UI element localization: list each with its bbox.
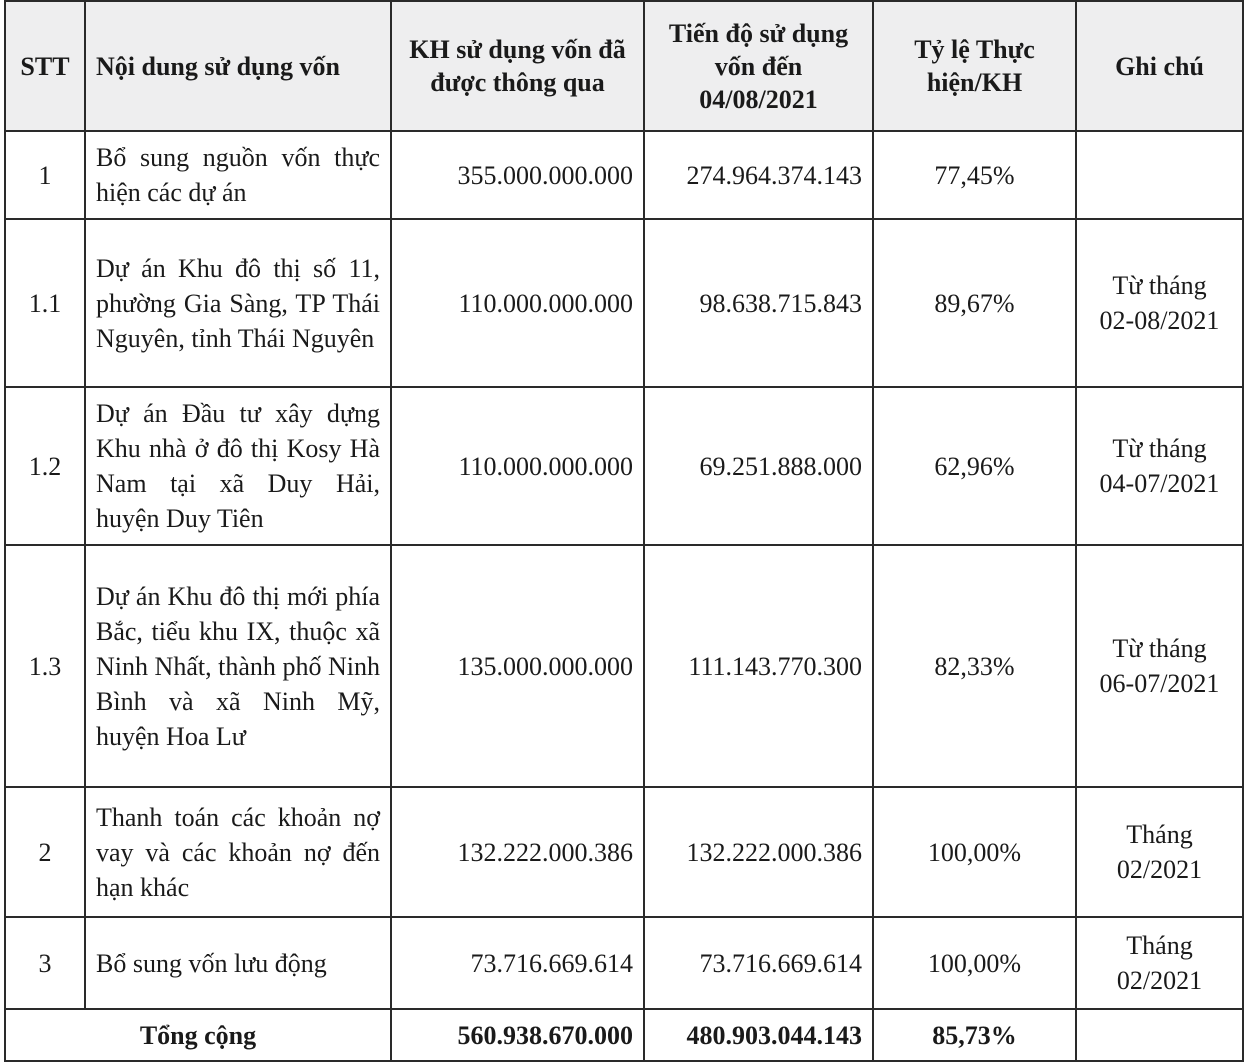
table-row: [5, 219, 1243, 387]
header-plan: KH sử dụng vốn đã được thông qua: [391, 1, 644, 131]
row-stt: 1.2: [5, 387, 85, 545]
header-content: Nội dung sử dụng vốn: [85, 1, 391, 131]
table-row: [5, 545, 1243, 787]
total-progress: 480.903.044.143: [644, 1009, 873, 1061]
total-note: [1076, 1009, 1243, 1061]
row-plan: 73.716.669.614: [391, 917, 644, 1009]
header-stt: STT: [5, 1, 85, 131]
total-row: [5, 1009, 1243, 1061]
total-plan: 560.938.670.000: [391, 1009, 644, 1061]
row-stt: 1: [5, 131, 85, 219]
row-progress: 69.251.888.000: [644, 387, 873, 545]
row-stt: 3: [5, 917, 85, 1009]
row-content: Bổ sung nguồn vốn thực hiện các dự án: [85, 131, 391, 219]
table-row: [5, 387, 1243, 545]
row-rate: 77,45%: [873, 131, 1076, 219]
row-plan: 355.000.000.000: [391, 131, 644, 219]
row-note: Tháng 02/2021: [1076, 917, 1243, 1009]
table-row: [5, 917, 1243, 1009]
total-rate: 85,73%: [873, 1009, 1076, 1061]
row-note: Từ tháng 02-08/2021: [1076, 219, 1243, 387]
header-row: [5, 1, 1243, 131]
row-note: Tháng 02/2021: [1076, 787, 1243, 917]
row-progress: 73.716.669.614: [644, 917, 873, 1009]
row-stt: 1.3: [5, 545, 85, 787]
row-content: Dự án Đầu tư xây dựng Khu nhà ở đô thị Kosy Hà Nam tại xã Duy Hải, huyện Duy Tiên: [85, 387, 391, 545]
table-row: [5, 131, 1243, 219]
row-rate: 100,00%: [873, 787, 1076, 917]
row-note: [1076, 131, 1243, 219]
row-content: Thanh toán các khoản nợ vay và các khoản nợ đến hạn khác: [85, 787, 391, 917]
row-note: Từ tháng 06-07/2021: [1076, 545, 1243, 787]
row-content: Dự án Khu đô thị số 11, phường Gia Sàng, TP Thái Nguyên, tỉnh Thái Nguyên: [85, 219, 391, 387]
row-plan: 132.222.000.386: [391, 787, 644, 917]
row-content: Bổ sung vốn lưu động: [85, 917, 391, 1009]
row-note: Từ tháng 04-07/2021: [1076, 387, 1243, 545]
header-progress: Tiến độ sử dụng vốn đến 04/08/2021: [644, 1, 873, 131]
row-stt: 2: [5, 787, 85, 917]
row-rate: 89,67%: [873, 219, 1076, 387]
header-note: Ghi chú: [1076, 1, 1243, 131]
row-progress: 111.143.770.300: [644, 545, 873, 787]
row-plan: 135.000.000.000: [391, 545, 644, 787]
row-rate: 82,33%: [873, 545, 1076, 787]
row-rate: 62,96%: [873, 387, 1076, 545]
header-rate: Tỷ lệ Thực hiện/KH: [873, 1, 1076, 131]
row-content: Dự án Khu đô thị mới phía Bắc, tiểu khu IX, thuộc xã Ninh Nhất, thành phố Ninh Bình và xã Ninh Mỹ, huyện Hoa Lư: [85, 545, 391, 787]
table-row: [5, 787, 1243, 917]
row-progress: 98.638.715.843: [644, 219, 873, 387]
row-progress: 274.964.374.143: [644, 131, 873, 219]
capital-usage-table: [4, 0, 1244, 1062]
row-plan: 110.000.000.000: [391, 219, 644, 387]
row-stt: 1.1: [5, 219, 85, 387]
row-progress: 132.222.000.386: [644, 787, 873, 917]
total-label: Tổng cộng: [5, 1009, 391, 1061]
row-plan: 110.000.000.000: [391, 387, 644, 545]
row-rate: 100,00%: [873, 917, 1076, 1009]
